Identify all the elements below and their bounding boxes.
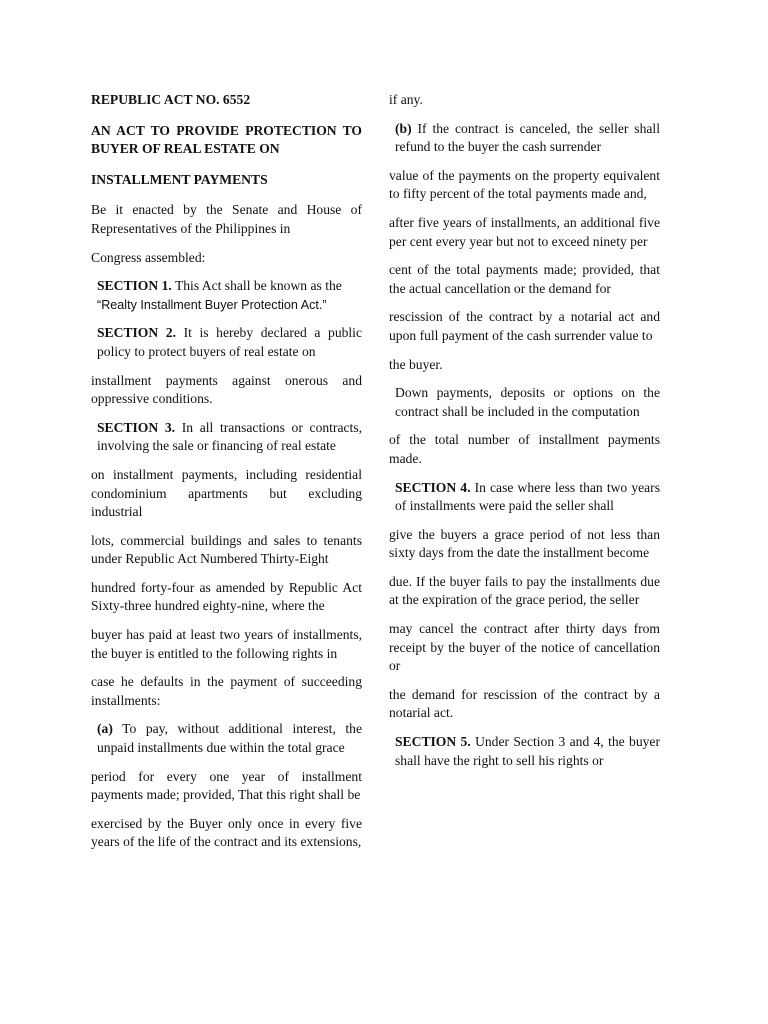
paragraph: value of the payments on the property equivalent to fifty percent of the total payments made and, (389, 167, 660, 202)
paragraph: after five years of installments, an additional five per cent every year but not to exceed ninety per (389, 214, 660, 249)
section-4 (389, 479, 660, 516)
section-5-label: SECTION 5. (395, 734, 471, 750)
section-2 (91, 324, 362, 361)
right-column (389, 91, 660, 780)
clause-b-text: If the contract is canceled, the seller shall refund to the buyer the cash surrender (395, 120, 660, 155)
enacting-clause-continued: Congress assembled: (91, 249, 206, 265)
section-5 (389, 733, 660, 770)
paragraph: on installment payments, including residential condominium apartments but excluding industrial (91, 466, 362, 520)
section-3-text: In all transactions or contracts, involving the sale or financing of real estate (97, 419, 362, 454)
section-2-label: SECTION 2. (97, 325, 176, 341)
act-subtitle-continued: INSTALLMENT PAYMENTS (91, 171, 268, 187)
section-3-label: SECTION 3. (97, 419, 176, 435)
section-4-text: In case where less than two years of installments were paid the seller shall (395, 479, 660, 514)
section-1-text: This Act shall be known as the (171, 278, 342, 294)
act-title: REPUBLIC ACT NO. 6552 (91, 92, 251, 107)
paragraph: installment payments against onerous and oppressive conditions. (91, 372, 362, 407)
paragraph: the buyer. (389, 356, 443, 372)
clause-a-text: To pay, without additional interest, the unpaid installments due within the total grace (97, 721, 362, 756)
paragraph: due. If the buyer fails to pay the installments due at the expiration of the grace period, the seller (389, 573, 660, 608)
paragraph: lots, commercial buildings and sales to tenants under Republic Act Numbered Thirty-Eight (91, 532, 362, 567)
clause-b (389, 120, 660, 157)
paragraph: buyer has paid at least two years of installments, the buyer is entitled to the following rights in (91, 627, 362, 661)
paragraph: cent of the total payments made; provided, that the actual cancellation or the demand for (389, 262, 660, 296)
paragraph: may cancel the contract after thirty days from receipt by the buyer of the notice of cancellation or (389, 621, 660, 674)
enacting-clause: Be it enacted by the Senate and House of Representatives of the Philippines in (91, 202, 362, 236)
paragraph: exercised by the Buyer only once in every five years of the life of the contract and its extensions, (91, 815, 362, 850)
paragraph: of the total number of installment payments made. (389, 432, 660, 466)
paragraph: hundred forty-four as amended by Republic Act Sixty-three hundred eighty-nine, where the (91, 579, 362, 614)
paragraph: rescission of the contract by a notarial act and upon full payment of the cash surrender value to (389, 309, 660, 343)
clause-a-label: (a) (97, 721, 113, 737)
paragraph: the demand for rescission of the contract by a notarial act. (389, 686, 660, 721)
section-3 (91, 419, 362, 456)
section-1-label: SECTION 1. (97, 278, 172, 294)
paragraph: case he defaults in the payment of succeeding installments: (91, 674, 362, 708)
section-1 (91, 277, 362, 314)
section-5-text: Under Section 3 and 4, the buyer shall have the right to sell his rights or (395, 734, 660, 768)
paragraph: period for every one year of installment payments made; provided, That this right shall be (91, 768, 362, 803)
clause-a (91, 720, 362, 757)
act-subtitle: AN ACT TO PROVIDE PROTECTION TO BUYER OF REAL ESTATE ON (91, 122, 362, 157)
short-title: “Realty Installment Buyer Protection Act.” (97, 297, 327, 312)
section-2-text: It is hereby declared a public policy to protect buyers of real estate on (97, 325, 362, 359)
clause-b-label: (b) (395, 120, 412, 136)
section-4-label: SECTION 4. (395, 479, 471, 495)
paragraph: if any. (389, 92, 423, 107)
left-column (91, 91, 362, 862)
paragraph: Down payments, deposits or options on the contract shall be included in the computation (395, 385, 660, 419)
paragraph: give the buyers a grace period of not less than sixty days from the date the installment become (389, 526, 660, 561)
